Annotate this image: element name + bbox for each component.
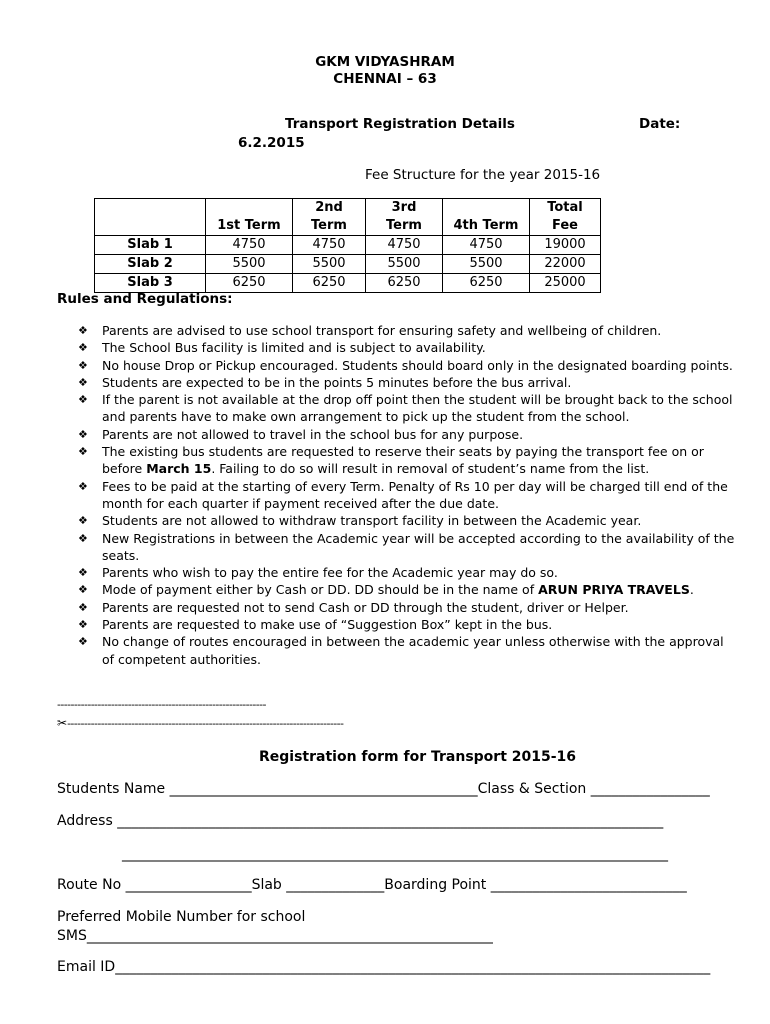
rules-list	[78, 322, 738, 668]
rule-item	[78, 357, 738, 374]
diamond-bullet-icon: ❖	[78, 583, 88, 597]
fee-cell: 6250	[366, 274, 443, 293]
rule-item	[78, 599, 738, 616]
class-section-field[interactable]: _________________	[590, 781, 710, 797]
address-field-line-2[interactable]: ______________________________________________________________________________	[122, 846, 668, 862]
diamond-bullet-icon: ❖	[78, 393, 88, 407]
diamond-bullet-icon: ❖	[78, 479, 88, 493]
fee-cell: 5500	[293, 255, 366, 274]
slab-label: Slab 2	[95, 255, 206, 274]
divider-line: --------------------------------------------------------------	[57, 698, 266, 711]
fee-table-row	[95, 255, 601, 274]
diamond-bullet-icon: ❖	[78, 618, 88, 632]
cut-dashes: ----------------------------------------------------------------------------------	[67, 717, 344, 730]
sms-row	[57, 928, 493, 944]
fee-cell: 4750	[366, 236, 443, 255]
rule-text: Parents are advised to use school transport for ensuring safety and wellbeing of children.	[102, 323, 662, 338]
rule-item	[78, 530, 738, 565]
cut-line	[57, 716, 343, 730]
boarding-point-field[interactable]: ____________________________	[490, 877, 687, 893]
scissors-icon: ✂	[57, 716, 68, 730]
diamond-bullet-icon: ❖	[78, 445, 88, 459]
rule-item	[78, 374, 738, 391]
fee-cell: 6250	[443, 274, 530, 293]
rule-text: Parents are requested to make use of “Suggestion Box” kept in the bus.	[102, 617, 553, 633]
fee-cell: 4750	[293, 236, 366, 255]
diamond-bullet-icon: ❖	[78, 514, 88, 528]
student-name-label: Students Name	[57, 781, 170, 797]
fee-cell: 5500	[443, 255, 530, 274]
diamond-bullet-icon: ❖	[78, 600, 88, 614]
rules-heading: Rules and Regulations:	[57, 291, 233, 307]
fee-table-row	[95, 274, 601, 293]
fee-table-header-cell: 1st Term	[206, 199, 293, 236]
form-title: Registration form for Transport 2015-16	[259, 749, 577, 765]
address-row	[57, 813, 663, 829]
rule-item	[78, 581, 738, 598]
date-value: 6.2.2015	[238, 135, 305, 151]
fee-cell: 5500	[206, 255, 293, 274]
rule-emphasis: ARUN PRIYA TRAVELS	[538, 582, 690, 598]
fee-structure-table	[94, 198, 601, 293]
rule-text: New Registrations in between the Academic year will be accepted according to the availability of the seats.	[102, 530, 735, 563]
diamond-bullet-icon: ❖	[78, 324, 88, 337]
slab-label: Slab 3	[95, 274, 206, 293]
fee-structure-caption: Fee Structure for the year 2015-16	[365, 167, 601, 183]
sms-label: SMS	[57, 928, 87, 944]
email-row	[57, 959, 770, 975]
diamond-bullet-icon: ❖	[78, 341, 88, 355]
rule-text: Parents who wish to pay the entire fee for the Academic year may do so.	[102, 565, 558, 581]
route-no-field[interactable]: __________________	[125, 877, 252, 893]
route-no-label: Route No	[57, 877, 126, 893]
fee-table-row	[95, 236, 601, 255]
boarding-point-label: Boarding Point	[384, 877, 491, 893]
fee-table-header-cell: 3rd Term	[366, 199, 443, 236]
student-name-row	[57, 781, 710, 797]
email-label: Email ID	[57, 959, 116, 975]
rule-text-continued: .	[689, 582, 694, 598]
school-name: GKM VIDYASHRAM	[315, 54, 455, 70]
fee-table-header-cell: 2nd Term	[293, 199, 366, 236]
student-name-field[interactable]: ____________________________________________	[169, 781, 478, 797]
rule-item	[78, 478, 738, 513]
rule-text: No house Drop or Pickup encouraged. Students should board only in the designated boarding points.	[102, 357, 733, 373]
sms-mobile-field[interactable]: __________________________________________________________	[86, 928, 493, 944]
rule-item	[78, 616, 738, 633]
rule-item	[78, 443, 738, 478]
fee-cell: 4750	[443, 236, 530, 255]
rule-text: Parents are requested not to send Cash or DD through the student, driver or Helper.	[102, 599, 629, 615]
school-city: CHENNAI – 63	[333, 71, 437, 87]
rule-item	[78, 512, 738, 529]
diamond-bullet-icon: ❖	[78, 358, 88, 372]
rule-text: The School Bus facility is limited and is subject to availability.	[102, 340, 486, 356]
fee-total-cell: 19000	[530, 236, 601, 255]
diamond-bullet-icon: ❖	[78, 427, 88, 441]
rule-emphasis: March 15	[146, 461, 212, 477]
rule-item	[78, 564, 738, 581]
rule-text: No change of routes encouraged in between the academic year unless otherwise with the approval of competent authorities.	[102, 634, 724, 667]
route-row	[57, 877, 687, 893]
diamond-bullet-icon: ❖	[78, 375, 88, 389]
rule-item	[78, 426, 738, 443]
diamond-bullet-icon: ❖	[78, 531, 88, 545]
rule-text: Students are expected to be in the points 5 minutes before the bus arrival.	[102, 374, 572, 390]
rule-text: Parents are not allowed to travel in the school bus for any purpose.	[102, 426, 524, 442]
fee-cell: 4750	[206, 236, 293, 255]
rule-item	[78, 633, 738, 668]
address-field[interactable]: ______________________________________________________________________________	[117, 813, 664, 829]
rule-text: Fees to be paid at the starting of every Term. Penalty of Rs 10 per day will be charged till end of the month for each quarter if payment received after the due date.	[102, 478, 728, 511]
rule-item	[78, 322, 738, 339]
fee-table-header-row	[95, 199, 601, 236]
rule-text: The existing bus students are requested to reserve their seats by paying the transport fee on or before	[102, 444, 704, 477]
fee-cell: 6250	[293, 274, 366, 293]
fee-table-header-cell: 4th Term	[443, 199, 530, 236]
rule-item	[78, 339, 738, 356]
fee-cell: 6250	[206, 274, 293, 293]
class-section-label: Class & Section	[477, 781, 591, 797]
rule-text: If the parent is not available at the drop off point then the student will be brought back to the school and parents have to make own arrangement to pick up the student from the school.	[102, 392, 733, 425]
diamond-bullet-icon: ❖	[78, 635, 88, 649]
slab-label: Slab	[251, 877, 287, 893]
mobile-label: Preferred Mobile Number for school	[57, 909, 306, 925]
rule-text: Students are not allowed to withdraw transport facility in between the Academic year.	[102, 513, 642, 529]
fee-table-header-cell: Total Fee	[530, 199, 601, 236]
rule-item	[78, 391, 738, 426]
email-field[interactable]: _____________________________________________________________________________________	[115, 959, 711, 975]
fee-cell: 5500	[366, 255, 443, 274]
slab-field[interactable]: ______________	[286, 877, 385, 893]
slab-label: Slab 1	[95, 236, 206, 255]
document-title: Transport Registration Details	[285, 116, 515, 132]
date-label: Date:	[639, 116, 681, 132]
fee-total-cell: 25000	[530, 274, 601, 293]
fee-table-header-cell	[95, 199, 206, 236]
diamond-bullet-icon: ❖	[78, 566, 88, 580]
fee-total-cell: 22000	[530, 255, 601, 274]
rule-text-continued: . Failing to do so will result in removal of student’s name from the list.	[211, 461, 650, 477]
address-label: Address	[57, 813, 118, 829]
rule-text: Mode of payment either by Cash or DD. DD should be in the name of	[102, 582, 539, 598]
